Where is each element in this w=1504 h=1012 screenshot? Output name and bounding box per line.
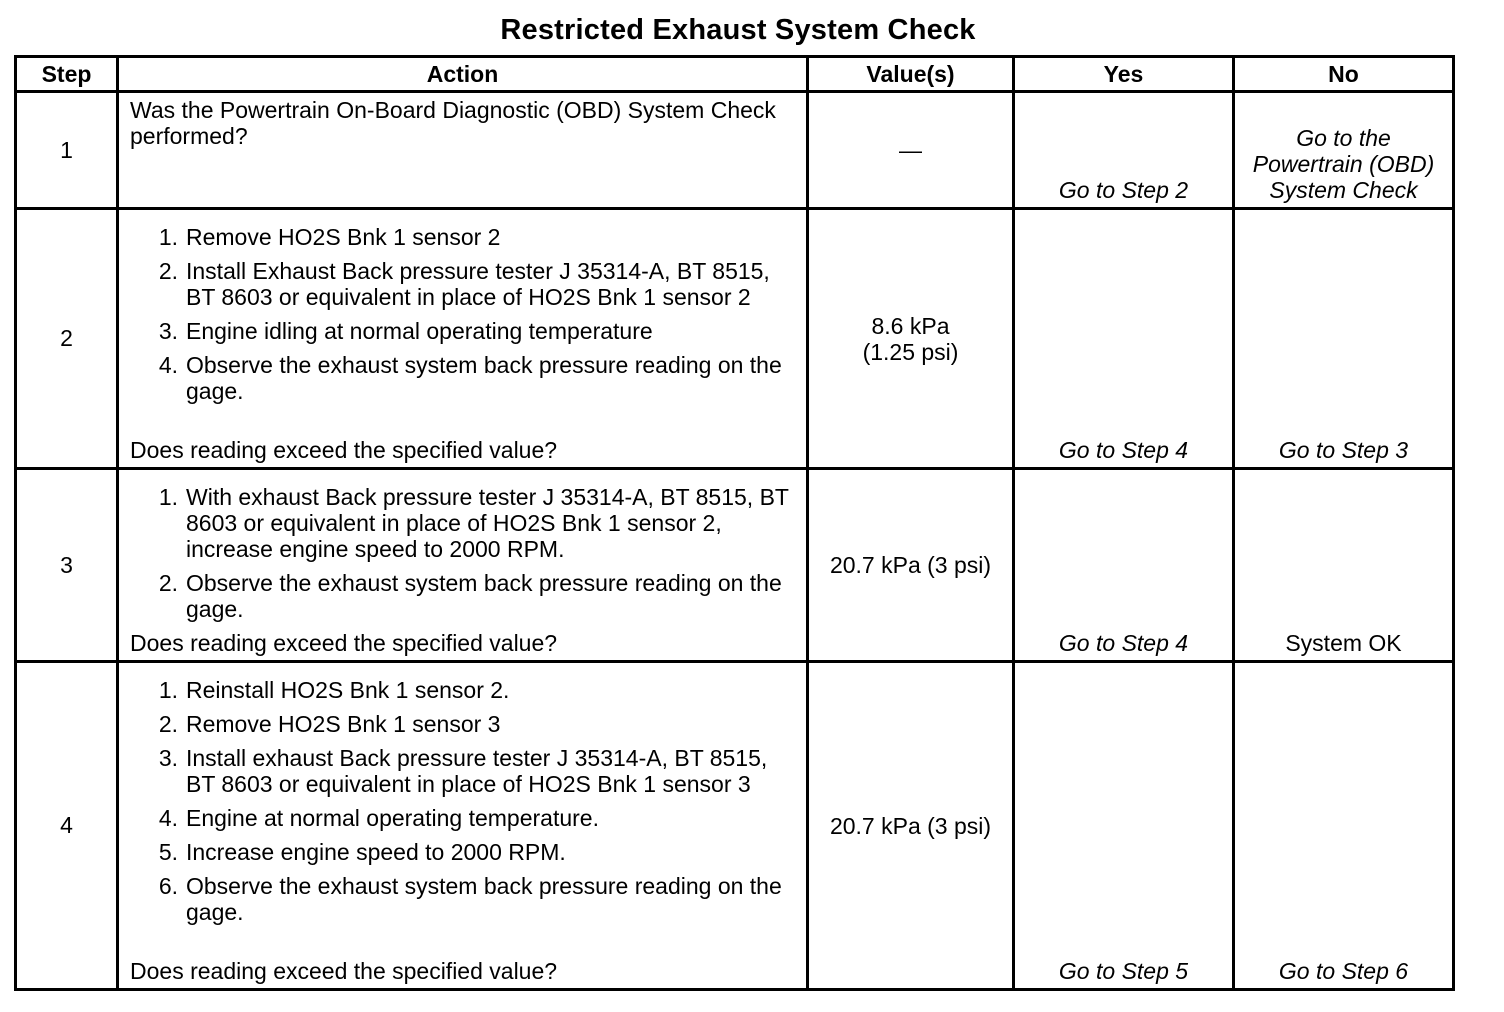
header-yes: Yes [1014, 57, 1234, 92]
header-step: Step [16, 57, 118, 92]
list-item: 1. Remove HO2S Bnk 1 sensor 2 [158, 224, 501, 250]
action-cell [118, 469, 808, 662]
yes-cell: Go to Step 5 [1014, 662, 1234, 990]
value-line-2: (1.25 psi) [862, 338, 959, 365]
action-list [130, 677, 794, 933]
list-item: 4. Observe the exhaust system back pressure reading on the gage. [158, 352, 782, 404]
table-row [16, 662, 1454, 990]
list-item: 1. With exhaust Back pressure tester J 35314-A, BT 8515, BT 8603 or equivalent in place of HO2S Bnk 1 sensor 2, increase engine speed to 2000 RPM. [158, 484, 789, 562]
action-question: Does reading exceed the specified value? [130, 630, 558, 656]
no-cell: Go to Step 3 [1234, 209, 1454, 469]
table-row [16, 92, 1454, 209]
no-text: System OK [1285, 630, 1402, 656]
action-cell [118, 209, 808, 469]
action-question: Does reading exceed the specified value? [130, 958, 558, 984]
table-row [16, 469, 1454, 662]
header-values: Value(s) [808, 57, 1014, 92]
list-item: 2. Observe the exhaust system back pressure reading on the gage. [158, 570, 782, 622]
document-title: Restricted Exhaust System Check [500, 14, 976, 46]
value-line-1: 8.6 kPa [871, 312, 950, 339]
list-item: 2. Install Exhaust Back pressure tester J 35314-A, BT 8515, BT 8603 or equivalent in place of HO2S Bnk 1 sensor 2 [158, 258, 770, 310]
diagnostic-table [14, 55, 1455, 991]
step-number: 4 [16, 662, 118, 990]
action-question: Does reading exceed the specified value? [130, 437, 558, 463]
header-row [16, 57, 1454, 92]
list-item: 3. Install exhaust Back pressure tester J 35314-A, BT 8515, BT 8603 or equivalent in place of HO2S Bnk 1 sensor 3 [158, 745, 768, 797]
no-cell [1234, 92, 1454, 209]
list-item: 6. Observe the exhaust system back pressure reading on the gage. [158, 873, 782, 925]
action-question: Was the Powertrain On-Board Diagnostic (OBD) System Check performed? [130, 97, 776, 149]
list-item: 4. Engine at normal operating temperature. [158, 805, 599, 831]
no-cell: Go to Step 6 [1234, 662, 1454, 990]
value-cell [808, 209, 1014, 469]
step-number: 2 [16, 209, 118, 469]
action-cell [118, 92, 808, 209]
step-number: 1 [16, 92, 118, 209]
list-item: 5. Increase engine speed to 2000 RPM. [158, 839, 566, 865]
yes-cell: Go to Step 2 [1014, 92, 1234, 209]
value-cell: 20.7 kPa (3 psi) [808, 469, 1014, 662]
value-cell: 20.7 kPa (3 psi) [808, 662, 1014, 990]
table-row [16, 209, 1454, 469]
no-line-1: Go to the [1296, 125, 1391, 151]
no-cell [1234, 469, 1454, 662]
yes-cell: Go to Step 4 [1014, 469, 1234, 662]
header-action: Action [118, 57, 808, 92]
list-item: 1. Reinstall HO2S Bnk 1 sensor 2. [158, 677, 510, 703]
action-cell [118, 662, 808, 990]
no-line-2: Powertrain (OBD) System Check [1252, 151, 1435, 203]
yes-cell: Go to Step 4 [1014, 209, 1234, 469]
header-no: No [1234, 57, 1454, 92]
list-item: 3. Engine idling at normal operating temperature [158, 318, 653, 344]
list-item: 2. Remove HO2S Bnk 1 sensor 3 [158, 711, 501, 737]
action-list [130, 484, 794, 630]
step-number: 3 [16, 469, 118, 662]
action-list [130, 224, 794, 412]
value-cell: — [808, 92, 1014, 209]
